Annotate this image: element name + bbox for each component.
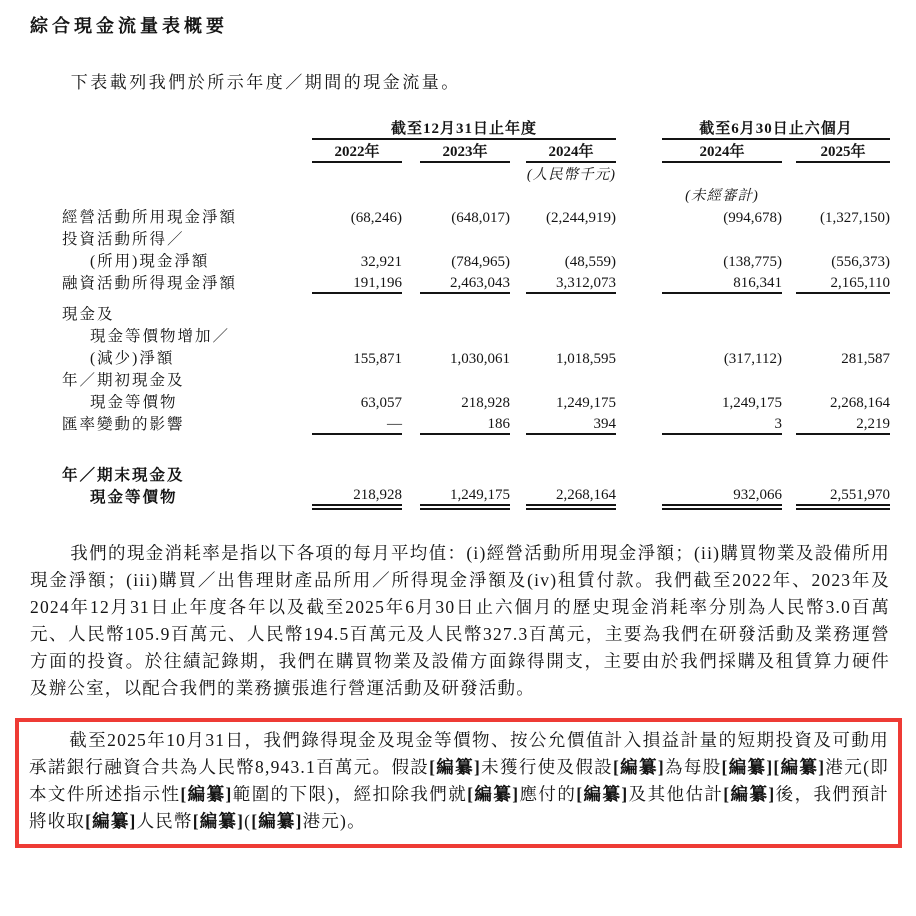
boxed-text-segment: 截至2025年10月31日，我們錄得現金及現金等價物、按公允價值計入損益計量的短期投資及可動用承諾銀行融資合共為人民幣8,943.1百萬元。假設 (29, 730, 889, 777)
redaction-placeholder: [編纂] (180, 784, 233, 804)
unaudited-note: (未經審計) (685, 188, 759, 204)
year-header-2024-interim: 2024年 (662, 139, 782, 162)
boxed-text-segment: 未獲行使及假設 (481, 757, 614, 777)
table-row (62, 227, 890, 249)
table-row (62, 271, 890, 293)
header-spacer (616, 117, 662, 139)
boxed-text-segment: 範圍的下限)，經扣除我們就 (232, 784, 468, 804)
column-gap (782, 390, 796, 412)
boxed-text-segment: 及其他估計 (628, 784, 724, 804)
cell-value: (138,775) (723, 254, 782, 270)
table-row (62, 463, 890, 485)
row-label: 現金等價物 (90, 489, 178, 506)
cell-value: (994,678) (723, 210, 782, 226)
cell-value: 186 (420, 412, 510, 434)
row-label: 融資活動所得現金淨額 (62, 275, 238, 292)
row-label: 經營活動所用現金淨額 (62, 209, 238, 226)
column-gap (402, 485, 420, 507)
cell-value: (648,017) (451, 210, 510, 226)
cell-value: 218,928 (312, 485, 402, 507)
row-label: (所用)現金淨額 (90, 253, 210, 270)
cell-value: 2,165,110 (796, 271, 890, 293)
currency-unit-note: (人民幣千元) (526, 167, 616, 183)
empty-cell (312, 302, 890, 324)
redaction-placeholder: [編纂] (429, 757, 481, 777)
column-gap (616, 346, 662, 368)
boxed-text-segment: 應付的 (519, 784, 577, 804)
row-label: 現金等價物增加／ (90, 328, 231, 345)
column-gap (616, 390, 662, 412)
column-gap (782, 412, 796, 434)
cell-value: 3,312,073 (526, 271, 616, 293)
cell-value: 32,921 (360, 254, 402, 270)
boxed-text-segment: 為每股 (664, 757, 722, 777)
cell-value: 3 (662, 412, 782, 434)
empty-cell (312, 227, 890, 249)
cell-value: (48,559) (564, 254, 616, 270)
cell-value: 1,249,175 (556, 395, 616, 411)
row-label: 現金等價物 (90, 394, 178, 411)
cell-value: 218,928 (461, 395, 510, 411)
empty-cell (312, 324, 890, 346)
column-gap (616, 271, 662, 293)
table-row (62, 368, 890, 390)
audit-note-row (62, 184, 890, 205)
header-spacer (782, 139, 796, 162)
spacer-cell (62, 293, 890, 302)
boxed-text-segment: 港元(即本文件所述指示性 (29, 757, 889, 804)
year-header-row (62, 139, 890, 162)
redaction-placeholder: [編纂] (613, 757, 665, 777)
column-gap (510, 346, 526, 368)
table-row (62, 346, 890, 368)
cell-value: (1,327,150) (820, 210, 890, 226)
row-label: 匯率變動的影響 (62, 416, 185, 433)
row-label: 年／期末現金及 (62, 467, 185, 484)
header-spacer (62, 139, 312, 162)
cell-value: (68,246) (350, 210, 402, 226)
cash-burn-paragraph: 我們的現金消耗率是指以下各項的每月平均值：(i)經營活動所用現金淨額；(ii)購買物業及設備所用現金淨額；(iii)購買／出售理財產品所用／所得現金淨額及(iv)租賃付款。我們截至2022年、2023年及2024年12月31日止年度各年以及截至2025年6月30日止六個月的歷史現金消耗率分別為人民幣3.0百萬元、人民幣105.9百萬元、人民幣194.5百萬元及人民幣327.3百萬元，主要為我們在研發活動及業務運營方面的投資。於往績記錄期，我們在購買物業及設備方面錄得開支，主要由於我們採購及租賃算力硬件及辦公室，以配合我們的業務擴張進行營運活動及研發活動。 (30, 543, 890, 698)
cell-value: 816,341 (662, 271, 782, 293)
header-spacer (782, 184, 890, 205)
boxed-text-segment: 港元)。 (302, 811, 366, 831)
cell-value: 2,551,970 (796, 485, 890, 507)
spacer-row (62, 293, 890, 302)
cell-value: (2,244,919) (546, 210, 616, 226)
redaction-placeholder: [編纂][編纂] (721, 757, 826, 777)
column-gap (510, 485, 526, 507)
boxed-paragraph (29, 727, 889, 835)
column-gap (402, 412, 420, 434)
table-row (62, 390, 890, 412)
table-row (62, 324, 890, 346)
boxed-text-segment: 後，我們預計將收取 (29, 784, 889, 831)
row-label: 投資活動所得／ (62, 231, 185, 248)
cell-value: 1,018,595 (556, 351, 616, 367)
table-row (62, 205, 890, 227)
redaction-placeholder: [編纂] (576, 784, 629, 804)
year-header-2023: 2023年 (420, 139, 510, 162)
column-gap (616, 205, 662, 227)
column-gap (782, 249, 796, 271)
header-spacer (62, 117, 312, 139)
spacer-row (62, 434, 890, 463)
column-gap (616, 412, 662, 434)
row-label: 現金及 (62, 306, 115, 323)
header-spacer (402, 139, 420, 162)
year-header-2022: 2022年 (312, 139, 402, 162)
table-row (62, 302, 890, 324)
cell-value: 155,871 (353, 351, 402, 367)
cell-value: 932,066 (662, 485, 782, 507)
page-title: 綜合現金流量表概要 (30, 16, 228, 36)
column-gap (782, 205, 796, 227)
header-spacer (616, 139, 662, 162)
cash-flow-table-body (62, 205, 890, 507)
column-gap (402, 249, 420, 271)
cell-value: 2,463,043 (420, 271, 510, 293)
year-header-2025-interim: 2025年 (796, 139, 890, 162)
unit-note-row (62, 162, 890, 184)
table-row (62, 412, 890, 434)
redaction-placeholder: [編纂] (251, 811, 303, 831)
cell-value: 394 (526, 412, 616, 434)
cell-value: — (312, 412, 402, 434)
cell-value: 1,249,175 (722, 395, 782, 411)
redaction-placeholder: [編纂] (723, 784, 776, 804)
column-gap (510, 271, 526, 293)
column-gap (402, 205, 420, 227)
empty-cell (312, 368, 890, 390)
header-spacer (62, 184, 662, 205)
cell-value: 2,268,164 (830, 395, 890, 411)
cell-value: 281,587 (841, 351, 890, 367)
column-gap (616, 485, 662, 507)
intro-paragraph: 下表載列我們於所示年度／期間的現金流量。 (70, 73, 461, 92)
empty-cell (312, 463, 890, 485)
redaction-placeholder: [編纂] (85, 811, 137, 831)
boxed-text-segment: ( (244, 811, 252, 831)
cash-flow-summary-table (62, 117, 890, 510)
redaction-placeholder: [編纂] (192, 811, 245, 831)
column-gap (616, 249, 662, 271)
group-header-interim: 截至6月30日止六個月 (662, 117, 890, 139)
table-row (62, 249, 890, 271)
cell-value: 63,057 (360, 395, 402, 411)
group-header-annual: 截至12月31日止年度 (312, 117, 616, 139)
cell-value: 2,268,164 (526, 485, 616, 507)
row-label: 年／期初現金及 (62, 372, 185, 389)
boxed-text-segment: 人民幣 (136, 811, 193, 831)
column-gap (782, 485, 796, 507)
column-gap (782, 346, 796, 368)
column-gap (510, 205, 526, 227)
column-gap (510, 249, 526, 271)
cell-value: (784,965) (451, 254, 510, 270)
year-header-2024: 2024年 (526, 139, 616, 162)
highlighted-red-box (15, 718, 902, 848)
cell-value: (556,373) (831, 254, 890, 270)
cell-value: 1,030,061 (450, 351, 510, 367)
cell-value: 2,219 (796, 412, 890, 434)
header-spacer (616, 162, 890, 184)
group-header-row (62, 117, 890, 139)
table-row (62, 485, 890, 507)
redaction-placeholder: [編纂] (467, 784, 520, 804)
header-spacer (510, 139, 526, 162)
cell-value: (317,112) (723, 351, 782, 367)
spacer-cell (62, 434, 890, 463)
column-gap (782, 271, 796, 293)
row-label: (減少)淨額 (90, 350, 175, 367)
column-gap (510, 390, 526, 412)
column-gap (510, 412, 526, 434)
cell-value: 191,196 (312, 271, 402, 293)
column-gap (402, 271, 420, 293)
column-gap (402, 390, 420, 412)
cell-value: 1,249,175 (420, 485, 510, 507)
column-gap (402, 346, 420, 368)
